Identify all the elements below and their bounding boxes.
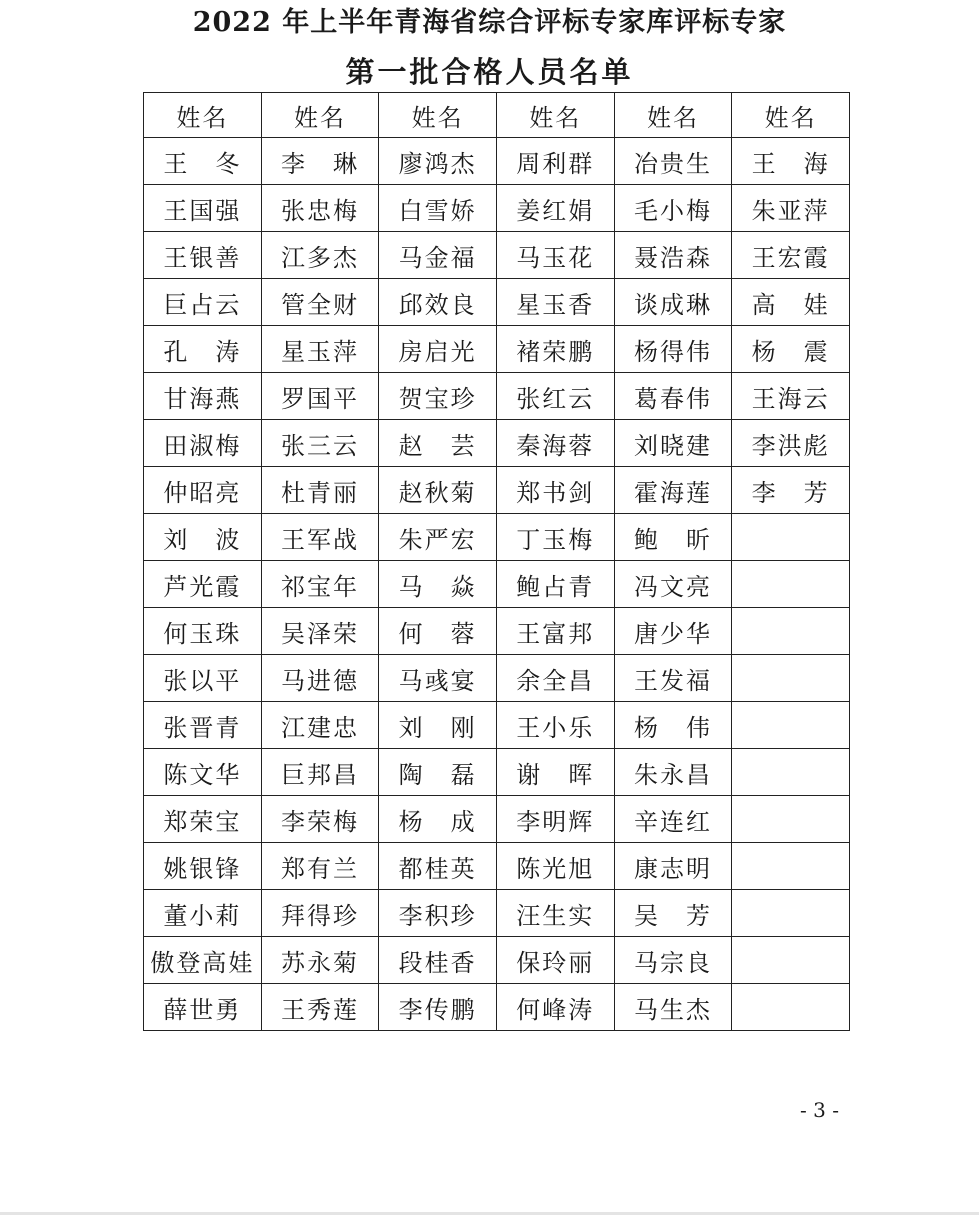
name-cell: 段桂香 [379,937,497,984]
name-cell: 芦光霞 [144,561,262,608]
name-cell [732,890,850,937]
name-cell: 冯文亮 [614,561,732,608]
name-cell: 聂浩森 [614,232,732,279]
name-cell: 霍海莲 [614,467,732,514]
name-cell: 马进德 [261,655,379,702]
name-cell: 拜得珍 [261,890,379,937]
name-cell: 王银善 [144,232,262,279]
name-cell: 谢 晖 [496,749,614,796]
name-cell: 江建忠 [261,702,379,749]
name-cell: 刘 刚 [379,702,497,749]
name-cell [732,561,850,608]
name-cell: 康志明 [614,843,732,890]
name-cell: 朱永昌 [614,749,732,796]
name-cell: 李洪彪 [732,420,850,467]
name-cell: 田淑梅 [144,420,262,467]
name-cell: 王宏霞 [732,232,850,279]
name-cell: 李明辉 [496,796,614,843]
name-cell: 杜青丽 [261,467,379,514]
name-cell: 郑书剑 [496,467,614,514]
name-cell: 吴泽荣 [261,608,379,655]
name-cell: 傲登高娃 [144,937,262,984]
name-cell: 王 海 [732,138,850,185]
table-row [144,890,850,937]
name-cell [732,984,850,1031]
name-cell: 褚荣鹏 [496,326,614,373]
name-cell [732,655,850,702]
table-row [144,138,850,185]
name-cell: 白雪娇 [379,185,497,232]
name-cell: 杨 伟 [614,702,732,749]
column-header: 姓名 [496,93,614,138]
name-cell: 汪生实 [496,890,614,937]
name-cell: 周利群 [496,138,614,185]
table-row [144,655,850,702]
table-row [144,326,850,373]
table-row [144,232,850,279]
name-cell: 郑荣宝 [144,796,262,843]
name-cell: 毛小梅 [614,185,732,232]
name-cell: 马宗良 [614,937,732,984]
column-header: 姓名 [261,93,379,138]
name-cell [732,749,850,796]
name-cell: 杨 成 [379,796,497,843]
name-cell: 张晋青 [144,702,262,749]
name-cell: 何 蓉 [379,608,497,655]
name-cell: 唐少华 [614,608,732,655]
name-cell: 苏永菊 [261,937,379,984]
name-cell: 祁宝年 [261,561,379,608]
table-row [144,843,850,890]
page-bottom-edge [0,1212,979,1215]
name-cell [732,843,850,890]
name-cell: 朱亚萍 [732,185,850,232]
name-cell: 鲍占青 [496,561,614,608]
name-cell: 王军战 [261,514,379,561]
name-cell: 郑有兰 [261,843,379,890]
name-cell: 保玲丽 [496,937,614,984]
name-cell: 陈光旭 [496,843,614,890]
column-header: 姓名 [732,93,850,138]
name-cell: 鲍 昕 [614,514,732,561]
name-cell: 秦海蓉 [496,420,614,467]
name-cell: 房启光 [379,326,497,373]
name-cell [732,702,850,749]
column-header: 姓名 [614,93,732,138]
name-cell [732,514,850,561]
name-cell: 杨得伟 [614,326,732,373]
name-cell: 陈文华 [144,749,262,796]
name-cell: 马玉花 [496,232,614,279]
name-cell: 张红云 [496,373,614,420]
name-cell: 孔 涛 [144,326,262,373]
name-cell: 王小乐 [496,702,614,749]
name-cell [732,796,850,843]
name-cell: 辛连红 [614,796,732,843]
name-cell: 都桂英 [379,843,497,890]
column-header: 姓名 [379,93,497,138]
name-cell: 杨 震 [732,326,850,373]
name-cell: 马彧宴 [379,655,497,702]
name-cell: 星玉萍 [261,326,379,373]
name-cell: 何玉珠 [144,608,262,655]
name-cell: 丁玉梅 [496,514,614,561]
table-row [144,749,850,796]
table-row [144,467,850,514]
name-cell: 罗国平 [261,373,379,420]
table-row [144,279,850,326]
name-cell: 李荣梅 [261,796,379,843]
roster-table [143,92,850,1031]
name-cell: 王海云 [732,373,850,420]
name-cell: 高 娃 [732,279,850,326]
name-cell: 邱效良 [379,279,497,326]
table-row [144,373,850,420]
table-header-row [144,93,850,138]
name-cell: 朱严宏 [379,514,497,561]
name-cell: 刘晓建 [614,420,732,467]
name-cell [732,608,850,655]
name-cell: 赵秋菊 [379,467,497,514]
name-cell: 仲昭亮 [144,467,262,514]
table-row [144,420,850,467]
name-cell: 王富邦 [496,608,614,655]
name-cell: 吴 芳 [614,890,732,937]
name-cell: 张以平 [144,655,262,702]
name-cell: 李积珍 [379,890,497,937]
table-row [144,561,850,608]
name-cell: 江多杰 [261,232,379,279]
name-cell: 马生杰 [614,984,732,1031]
name-cell: 陶 磊 [379,749,497,796]
name-cell: 谈成琳 [614,279,732,326]
name-cell: 王国强 [144,185,262,232]
document-title-line-2: 第一批合格人员名单 [345,55,634,89]
name-cell: 何峰涛 [496,984,614,1031]
name-cell: 李 芳 [732,467,850,514]
name-cell: 张忠梅 [261,185,379,232]
name-cell: 王 冬 [144,138,262,185]
document-title-line-1: 2022 年上半年青海省综合评标专家库评标专家 [192,7,787,38]
name-cell: 姚银锋 [144,843,262,890]
table-row [144,937,850,984]
name-cell: 马 焱 [379,561,497,608]
name-cell: 姜红娟 [496,185,614,232]
name-cell: 甘海燕 [144,373,262,420]
column-header: 姓名 [144,93,262,138]
name-cell: 冶贵生 [614,138,732,185]
table-row [144,984,850,1031]
name-cell: 巨邦昌 [261,749,379,796]
name-cell: 董小莉 [144,890,262,937]
name-cell: 王发福 [614,655,732,702]
name-cell: 管全财 [261,279,379,326]
name-cell: 廖鸿杰 [379,138,497,185]
table-row [144,608,850,655]
table-row [144,796,850,843]
table-row [144,185,850,232]
name-cell: 马金福 [379,232,497,279]
table-row [144,702,850,749]
table-body [144,138,850,1031]
name-cell: 王秀莲 [261,984,379,1031]
name-cell: 贺宝珍 [379,373,497,420]
name-cell: 星玉香 [496,279,614,326]
name-cell [732,937,850,984]
name-cell: 李传鹏 [379,984,497,1031]
table-row [144,514,850,561]
name-cell: 巨占云 [144,279,262,326]
name-cell: 余全昌 [496,655,614,702]
name-cell: 刘 波 [144,514,262,561]
page-number: - 3 - [800,1098,839,1122]
name-cell: 赵 芸 [379,420,497,467]
name-cell: 李 琳 [261,138,379,185]
name-cell: 张三云 [261,420,379,467]
name-cell: 薛世勇 [144,984,262,1031]
name-cell: 葛春伟 [614,373,732,420]
